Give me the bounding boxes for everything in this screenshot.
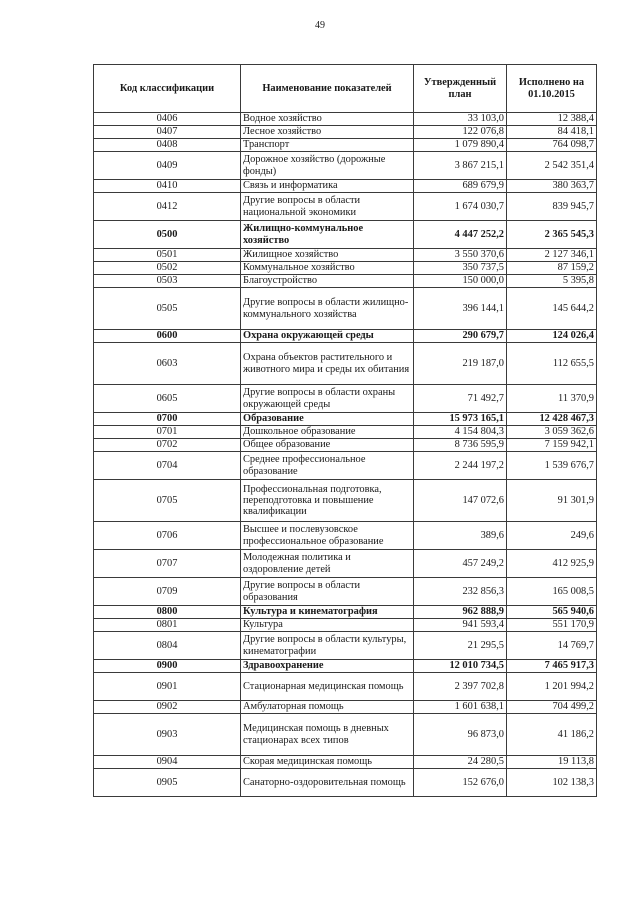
cell-name: Водное хозяйство [241,113,414,126]
cell-done: 3 059 362,6 [507,426,597,439]
cell-name: Дорожное хозяйство (дорожные фонды) [241,152,414,180]
cell-code: 0502 [94,262,241,275]
table-row [94,139,597,152]
cell-plan: 150 000,0 [414,275,507,288]
table-row [94,619,597,632]
cell-code: 0501 [94,249,241,262]
cell-plan: 24 280,5 [414,756,507,769]
cell-done: 380 363,7 [507,180,597,193]
cell-code: 0903 [94,714,241,756]
table-row [94,288,597,330]
cell-code: 0700 [94,413,241,426]
table-row [94,480,597,522]
table-row [94,769,597,797]
table-row [94,193,597,221]
cell-plan: 389,6 [414,522,507,550]
cell-name: Охрана окружающей среды [241,330,414,343]
cell-done: 839 945,7 [507,193,597,221]
cell-plan: 4 447 252,2 [414,221,507,249]
cell-code: 0406 [94,113,241,126]
cell-code: 0707 [94,550,241,578]
cell-name: Молодежная политика и оздоровление детей [241,550,414,578]
table-row [94,714,597,756]
cell-done: 2 365 545,3 [507,221,597,249]
cell-code: 0408 [94,139,241,152]
cell-plan: 2 397 702,8 [414,673,507,701]
cell-done: 5 395,8 [507,275,597,288]
table-row [94,550,597,578]
cell-code: 0701 [94,426,241,439]
cell-code: 0905 [94,769,241,797]
cell-done: 565 940,6 [507,606,597,619]
cell-done: 7 159 942,1 [507,439,597,452]
cell-plan: 396 144,1 [414,288,507,330]
cell-done: 165 008,5 [507,578,597,606]
cell-done: 249,6 [507,522,597,550]
cell-name: Дошкольное образование [241,426,414,439]
cell-plan: 4 154 804,3 [414,426,507,439]
cell-code: 0904 [94,756,241,769]
table-row [94,701,597,714]
cell-name: Коммунальное хозяйство [241,262,414,275]
cell-plan: 15 973 165,1 [414,413,507,426]
cell-plan: 2 244 197,2 [414,452,507,480]
cell-code: 0900 [94,660,241,673]
cell-name: Профессиональная подготовка, переподготовка и повышение квалификации [241,480,414,522]
cell-plan: 290 679,7 [414,330,507,343]
cell-name: Транспорт [241,139,414,152]
cell-plan: 457 249,2 [414,550,507,578]
cell-done: 2 127 346,1 [507,249,597,262]
cell-code: 0409 [94,152,241,180]
table-row [94,343,597,385]
cell-done: 41 186,2 [507,714,597,756]
cell-name: Высшее и послевузовское профессиональное образование [241,522,414,550]
table-row [94,452,597,480]
cell-plan: 8 736 595,9 [414,439,507,452]
cell-plan: 219 187,0 [414,343,507,385]
cell-name: Жилищно-коммунальное хозяйство [241,221,414,249]
cell-name: Связь и информатика [241,180,414,193]
cell-name: Другие вопросы в области национальной экономики [241,193,414,221]
table-row [94,330,597,343]
cell-plan: 1 079 890,4 [414,139,507,152]
cell-plan: 689 679,9 [414,180,507,193]
cell-done: 12 428 467,3 [507,413,597,426]
table-row [94,249,597,262]
table-row [94,578,597,606]
cell-plan: 21 295,5 [414,632,507,660]
table-row [94,426,597,439]
page-number: 49 [315,20,325,31]
table-row [94,673,597,701]
cell-code: 0605 [94,385,241,413]
cell-name: Образование [241,413,414,426]
table-row [94,606,597,619]
cell-done: 704 499,2 [507,701,597,714]
cell-plan: 152 676,0 [414,769,507,797]
cell-code: 0800 [94,606,241,619]
cell-done: 2 542 351,4 [507,152,597,180]
cell-done: 91 301,9 [507,480,597,522]
cell-done: 764 098,7 [507,139,597,152]
table-row [94,522,597,550]
cell-name: Лесное хозяйство [241,126,414,139]
cell-code: 0500 [94,221,241,249]
cell-done: 87 159,2 [507,262,597,275]
cell-code: 0503 [94,275,241,288]
cell-plan: 147 072,6 [414,480,507,522]
cell-code: 0603 [94,343,241,385]
cell-code: 0801 [94,619,241,632]
cell-plan: 122 076,8 [414,126,507,139]
cell-done: 14 769,7 [507,632,597,660]
cell-name: Санаторно-оздоровительная помощь [241,769,414,797]
header-plan: Утвержденный план [414,65,507,113]
cell-name: Общее образование [241,439,414,452]
cell-code: 0702 [94,439,241,452]
cell-name: Благоустройство [241,275,414,288]
cell-done: 7 465 917,3 [507,660,597,673]
cell-done: 1 539 676,7 [507,452,597,480]
cell-done: 19 113,8 [507,756,597,769]
header-name: Наименование показателей [241,65,414,113]
cell-code: 0705 [94,480,241,522]
cell-code: 0600 [94,330,241,343]
table-row [94,221,597,249]
cell-plan: 12 010 734,5 [414,660,507,673]
cell-code: 0704 [94,452,241,480]
table-row [94,413,597,426]
cell-code: 0804 [94,632,241,660]
cell-plan: 3 867 215,1 [414,152,507,180]
cell-name: Культура [241,619,414,632]
cell-plan: 1 674 030,7 [414,193,507,221]
cell-name: Здравоохранение [241,660,414,673]
cell-name: Культура и кинематография [241,606,414,619]
cell-done: 551 170,9 [507,619,597,632]
table-row [94,756,597,769]
cell-plan: 1 601 638,1 [414,701,507,714]
cell-code: 0412 [94,193,241,221]
cell-done: 124 026,4 [507,330,597,343]
cell-code: 0901 [94,673,241,701]
header-done: Исполнено на 01.10.2015 [507,65,597,113]
cell-plan: 350 737,5 [414,262,507,275]
cell-code: 0410 [94,180,241,193]
cell-code: 0902 [94,701,241,714]
cell-name: Другие вопросы в области образования [241,578,414,606]
cell-name: Среднее профессиональное образование [241,452,414,480]
cell-code: 0505 [94,288,241,330]
table-row [94,660,597,673]
cell-plan: 941 593,4 [414,619,507,632]
table-row [94,180,597,193]
cell-name: Амбулаторная помощь [241,701,414,714]
cell-done: 112 655,5 [507,343,597,385]
cell-code: 0709 [94,578,241,606]
cell-done: 84 418,1 [507,126,597,139]
cell-name: Другие вопросы в области жилищно-коммунального хозяйства [241,288,414,330]
table-row [94,126,597,139]
cell-name: Охрана объектов растительного и животного мира и среды их обитания [241,343,414,385]
cell-name: Жилищное хозяйство [241,249,414,262]
cell-done: 11 370,9 [507,385,597,413]
cell-name: Медицинская помощь в дневных стационарах всех типов [241,714,414,756]
table-row [94,113,597,126]
table-row [94,262,597,275]
cell-name: Скорая медицинская помощь [241,756,414,769]
cell-plan: 33 103,0 [414,113,507,126]
budget-table [93,64,597,797]
table-header-row [94,65,597,113]
table-row [94,385,597,413]
cell-plan: 962 888,9 [414,606,507,619]
cell-plan: 71 492,7 [414,385,507,413]
table-row [94,439,597,452]
cell-plan: 3 550 370,6 [414,249,507,262]
cell-plan: 96 873,0 [414,714,507,756]
cell-done: 12 388,4 [507,113,597,126]
cell-plan: 232 856,3 [414,578,507,606]
header-code: Код классификации [94,65,241,113]
cell-name: Другие вопросы в области охраны окружающей среды [241,385,414,413]
cell-code: 0706 [94,522,241,550]
cell-name: Стационарная медицинская помощь [241,673,414,701]
table-body [94,113,597,797]
table-row [94,632,597,660]
cell-name: Другие вопросы в области культуры, кинематографии [241,632,414,660]
table-row [94,152,597,180]
table-row [94,275,597,288]
cell-done: 412 925,9 [507,550,597,578]
cell-done: 102 138,3 [507,769,597,797]
cell-code: 0407 [94,126,241,139]
cell-done: 1 201 994,2 [507,673,597,701]
cell-done: 145 644,2 [507,288,597,330]
